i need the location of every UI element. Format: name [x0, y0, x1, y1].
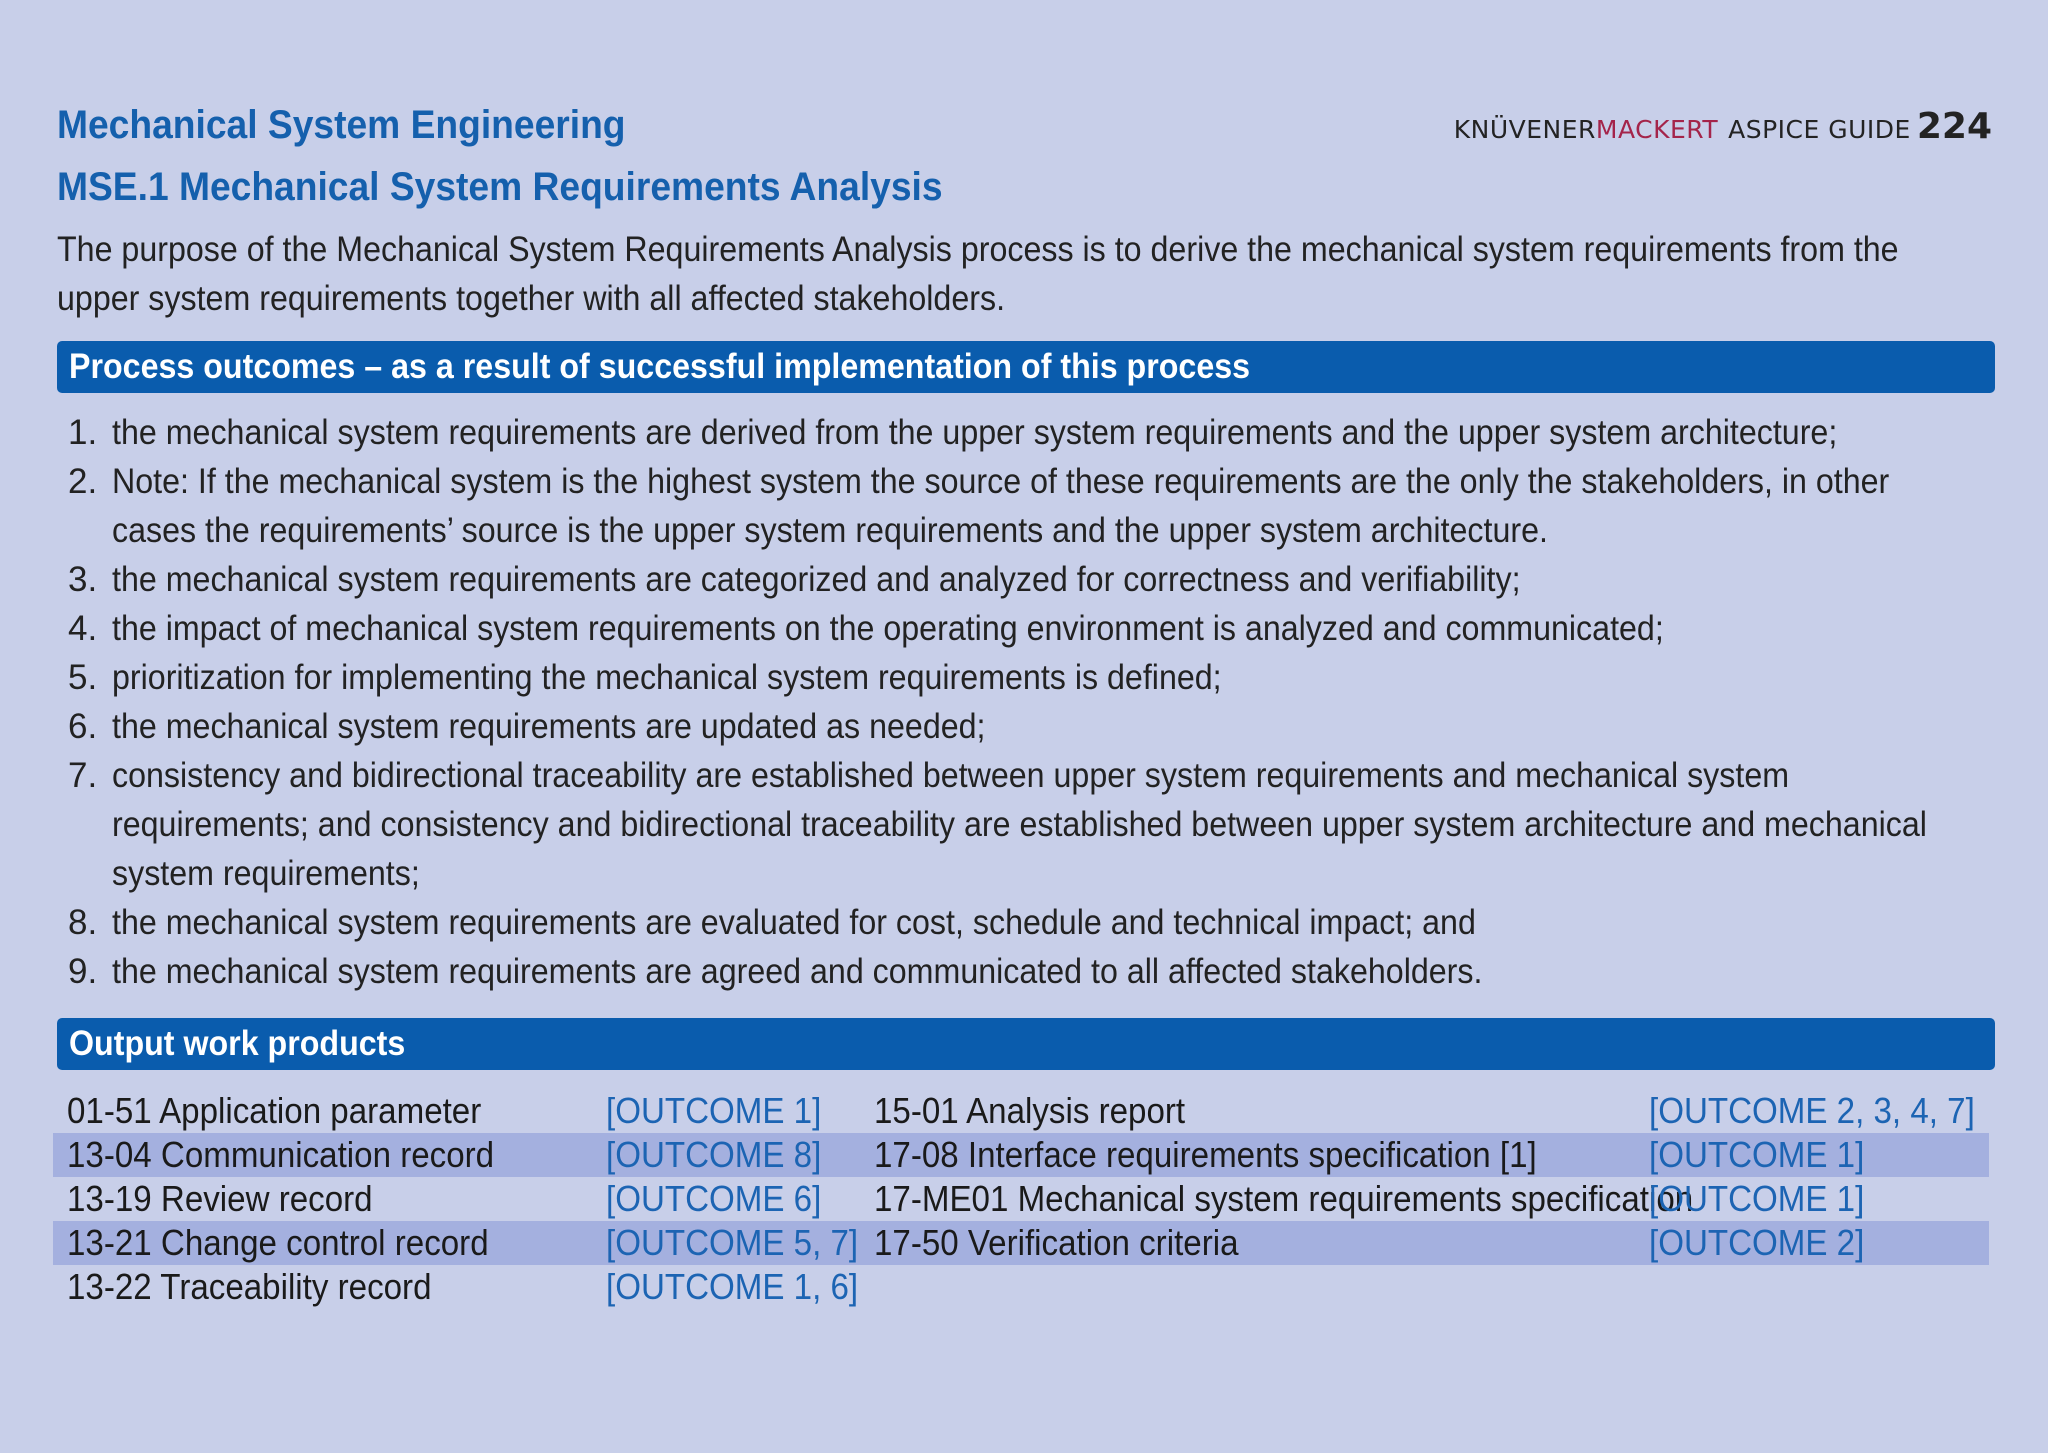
work-products-table: [53, 1089, 1989, 1309]
output-work-products-heading-text: Output work products: [69, 1024, 406, 1063]
outcome-text-line: requirements; and consistency and bidirectional traceability are established between upper system architecture and mechanical: [112, 805, 1927, 844]
brand-header: [1454, 106, 1992, 147]
brand-name-part2: MACKERT: [1595, 115, 1719, 144]
work-product-name: 17-08 Interface requirements specification [1]: [874, 1134, 1537, 1175]
work-product-outcome-ref: [OUTCOME 8]: [606, 1134, 822, 1175]
outcome-text-line: the mechanical system requirements are derived from the upper system requirements and the upper system architecture;: [112, 413, 1838, 452]
work-product-name: 13-21 Change control record: [67, 1222, 489, 1263]
outcome-item: [68, 947, 2018, 996]
brand-name-part3: ASPICE GUIDE: [1728, 115, 1911, 144]
outcome-text-line: consistency and bidirectional traceability are established between upper system requirements and mechanical system: [112, 756, 1790, 795]
work-product-row: [53, 1133, 1989, 1177]
purpose-paragraph: [57, 225, 2017, 323]
work-product-name: 17-50 Verification criteria: [874, 1222, 1239, 1263]
outcome-text-line: system requirements;: [112, 854, 420, 893]
work-product-name: 13-19 Review record: [67, 1178, 373, 1219]
outcome-text-line: the mechanical system requirements are evaluated for cost, schedule and technical impact; and: [112, 903, 1476, 942]
outcome-number: 7.: [68, 756, 98, 795]
page-number: 224: [1916, 106, 1992, 147]
work-product-row: [53, 1089, 1989, 1133]
process-outcomes-heading: [57, 341, 1995, 393]
process-outcomes-heading-text: Process outcomes – as a result of successful implementation of this process: [69, 347, 1251, 386]
work-product-name: 01-51 Application parameter: [67, 1090, 482, 1131]
outcome-number: 6.: [68, 707, 98, 746]
output-work-products-heading: [57, 1018, 1995, 1070]
work-product-name: 17-ME01 Mechanical system requirements specification: [874, 1178, 1694, 1219]
outcome-item: [68, 898, 2018, 947]
work-product-outcome-ref: [OUTCOME 5, 7]: [606, 1222, 859, 1263]
outcome-item: [68, 457, 2018, 555]
outcome-item: [68, 702, 2018, 751]
work-product-row: [53, 1265, 1989, 1309]
section-title: Mechanical System Engineering: [57, 103, 626, 147]
work-product-name: 13-04 Communication record: [67, 1134, 495, 1175]
work-product-outcome-ref: [OUTCOME 1]: [606, 1090, 822, 1131]
work-product-outcome-ref: [OUTCOME 2, 3, 4, 7]: [1649, 1090, 1975, 1131]
outcome-text-line: the impact of mechanical system requirements on the operating environment is analyzed and communicated;: [112, 609, 1664, 648]
outcome-number: 2.: [68, 462, 98, 501]
work-product-name: 15-01 Analysis report: [874, 1090, 1186, 1131]
outcome-number: 3.: [68, 560, 98, 599]
outcome-number: 1.: [68, 413, 98, 452]
outcome-item: [68, 653, 2018, 702]
outcome-text-line: Note: If the mechanical system is the highest system the source of these requirements are the only the stakeholders, in other: [112, 462, 1890, 501]
work-product-outcome-ref: [OUTCOME 2]: [1649, 1222, 1865, 1263]
outcomes-list: [68, 408, 2018, 996]
outcome-number: 5.: [68, 658, 98, 697]
outcome-item: [68, 604, 2018, 653]
work-product-outcome-ref: [OUTCOME 1]: [1649, 1178, 1865, 1219]
outcome-item: [68, 555, 2018, 604]
outcome-text-line: the mechanical system requirements are agreed and communicated to all affected stakeholders.: [112, 952, 1483, 991]
outcome-text-line: the mechanical system requirements are updated as needed;: [112, 707, 986, 746]
work-product-row: [53, 1177, 1989, 1221]
process-title: MSE.1 Mechanical System Requirements Analysis: [57, 165, 943, 209]
outcome-text-line: cases the requirements’ source is the upper system requirements and the upper system architecture.: [112, 511, 1548, 550]
outcome-number: 4.: [68, 609, 98, 648]
outcome-text-line: prioritization for implementing the mechanical system requirements is defined;: [112, 658, 1222, 697]
work-product-row: [53, 1221, 1989, 1265]
purpose-line: The purpose of the Mechanical System Requirements Analysis process is to derive the mechanical system requirements from the: [57, 230, 1899, 269]
outcome-text-line: the mechanical system requirements are categorized and analyzed for correctness and verifiability;: [112, 560, 1521, 599]
outcome-item: [68, 751, 2018, 898]
outcome-number: 8.: [68, 903, 98, 942]
work-product-name: 13-22 Traceability record: [67, 1266, 432, 1307]
work-product-outcome-ref: [OUTCOME 1]: [1649, 1134, 1865, 1175]
purpose-line: upper system requirements together with all affected stakeholders.: [57, 279, 1006, 318]
brand-name-part1: KNÜVENER: [1453, 115, 1596, 144]
outcome-item: [68, 408, 2018, 457]
work-product-outcome-ref: [OUTCOME 1, 6]: [606, 1266, 859, 1307]
outcome-number: 9.: [68, 952, 98, 991]
work-product-outcome-ref: [OUTCOME 6]: [606, 1178, 822, 1219]
